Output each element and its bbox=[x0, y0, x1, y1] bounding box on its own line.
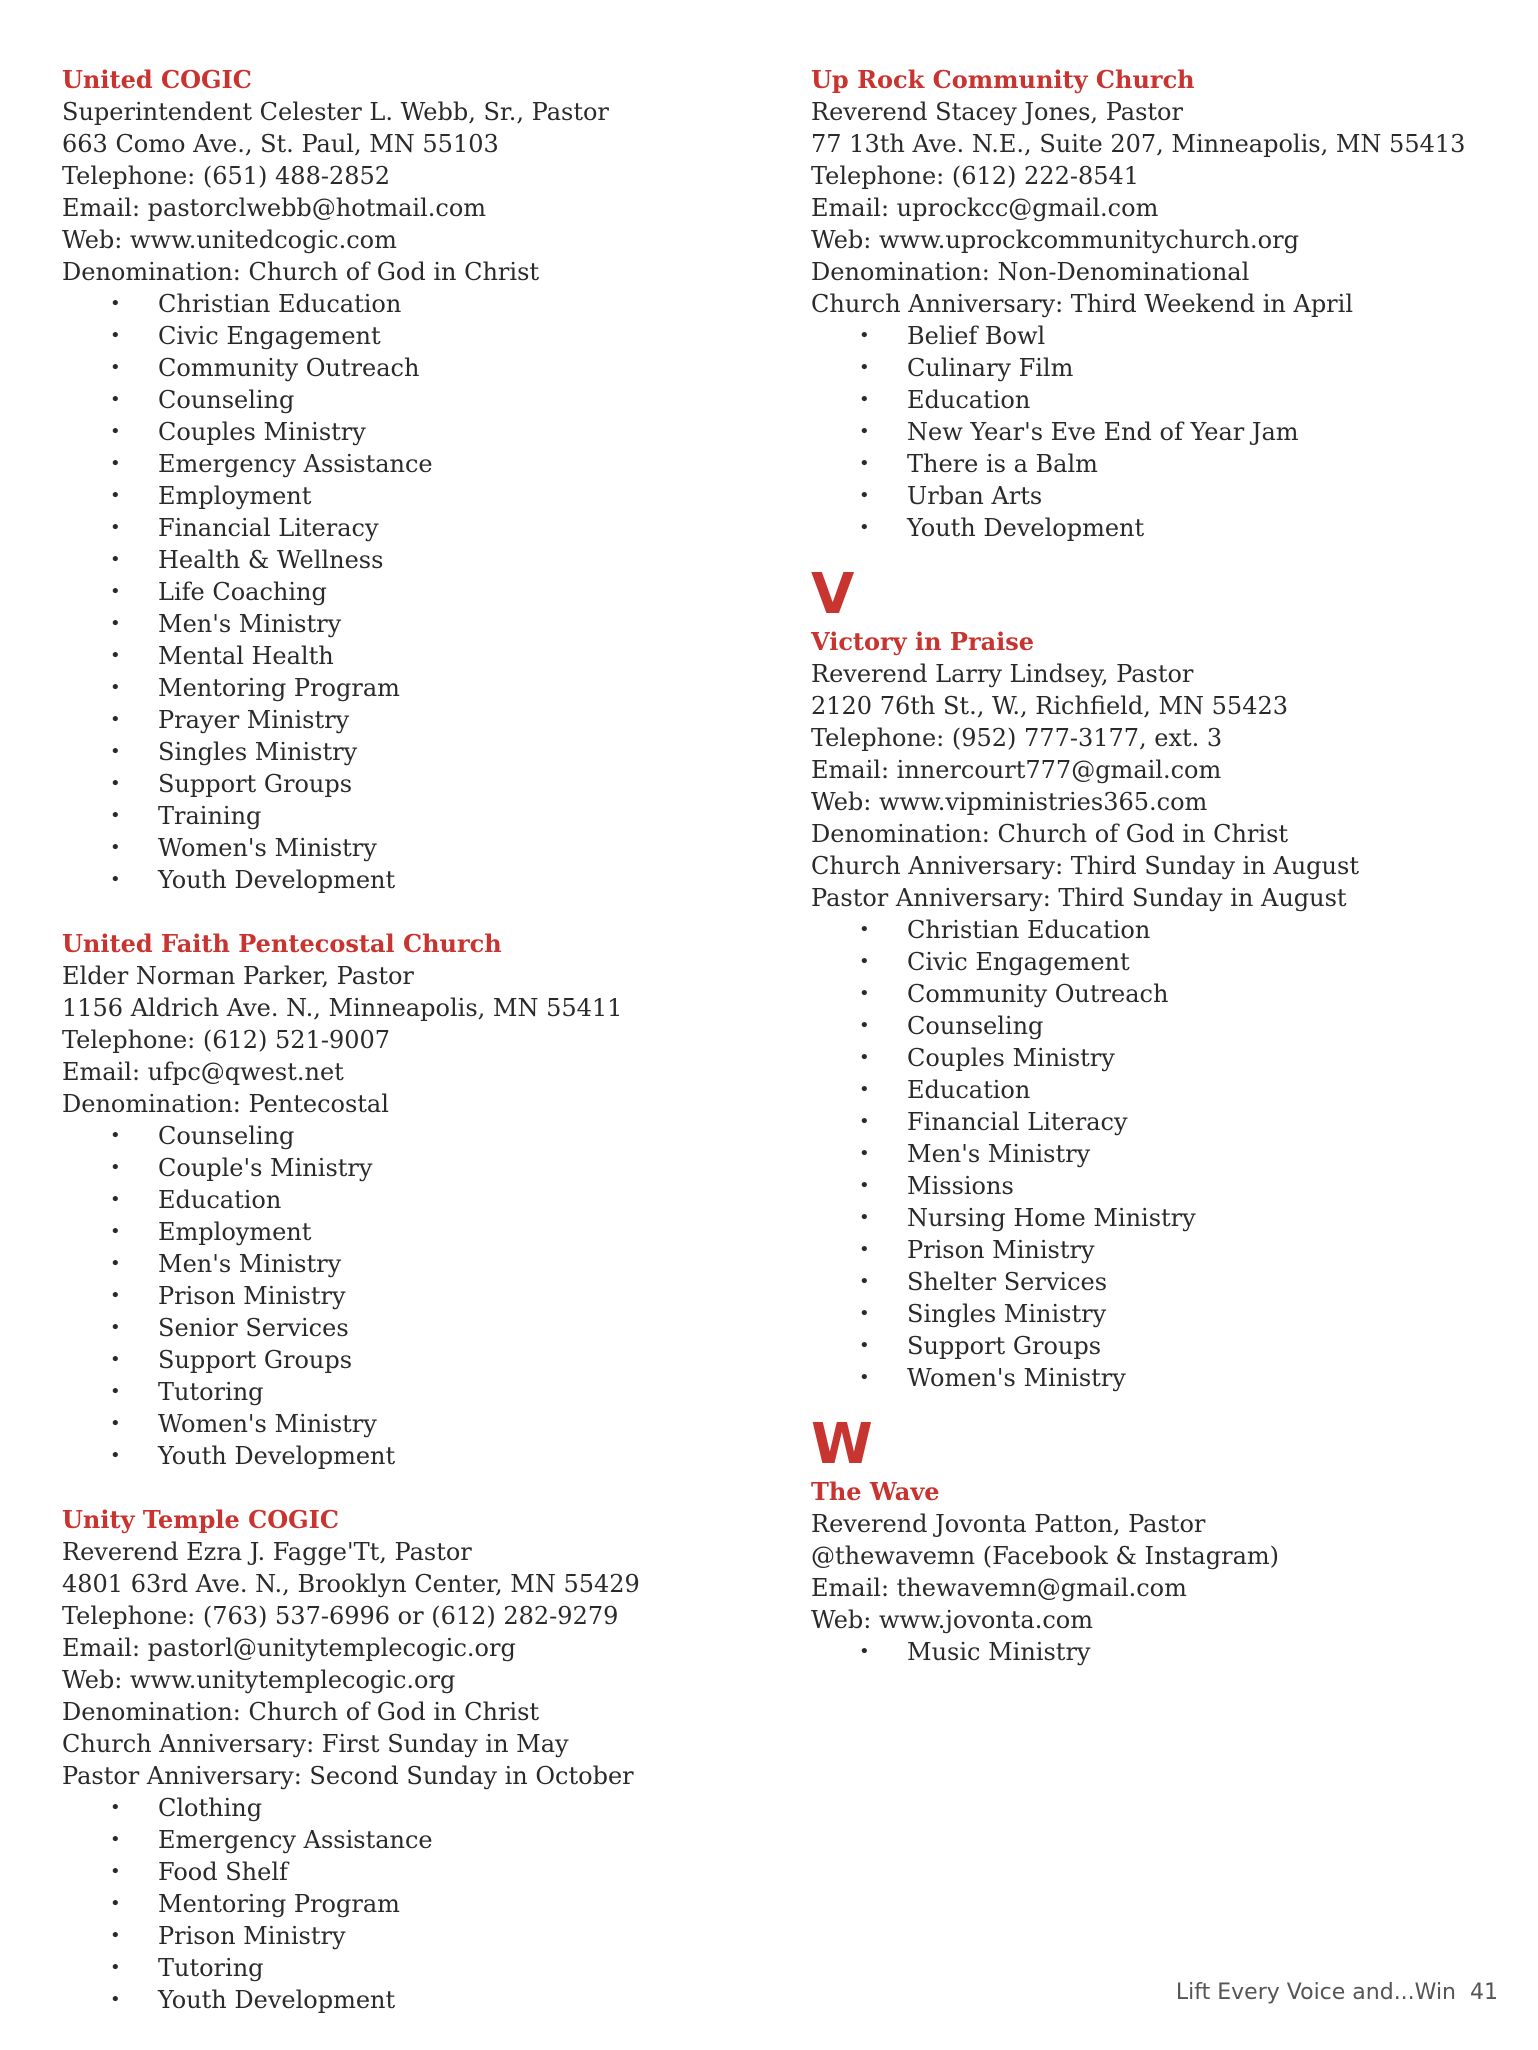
service-item: • Civic Engagement bbox=[62, 320, 762, 352]
info-line: 1156 Aldrich Ave. N., Minneapolis, MN 55411 bbox=[62, 994, 623, 1022]
service-item: • Prison Ministry bbox=[62, 1920, 762, 1952]
services-list bbox=[62, 1792, 762, 2016]
left-column bbox=[62, 64, 762, 2048]
entry-victory-in-praise bbox=[811, 626, 1491, 1394]
info-line: @thewavemn (Facebook & Instagram) bbox=[811, 1542, 1279, 1570]
info-line: 663 Como Ave., St. Paul, MN 55103 bbox=[62, 130, 499, 158]
page-number: 41 bbox=[1470, 1980, 1498, 2005]
church-name: Unity Temple COGIC bbox=[62, 1505, 340, 1534]
service-item: • Counseling bbox=[811, 1010, 1491, 1042]
info-line: Church Anniversary: First Sunday in May bbox=[62, 1730, 569, 1758]
info-line: Web: www.jovonta.com bbox=[811, 1606, 1093, 1634]
service-item: • Youth Development bbox=[62, 1440, 762, 1472]
service-item: • Culinary Film bbox=[811, 352, 1491, 384]
service-item: • Youth Development bbox=[62, 1984, 762, 2016]
info-line: Reverend Ezra J. Fagge'Tt, Pastor bbox=[62, 1538, 472, 1566]
service-item: • Training bbox=[62, 800, 762, 832]
info-line: 77 13th Ave. N.E., Suite 207, Minneapolis, MN 55413 bbox=[811, 130, 1466, 158]
church-name: Up Rock Community Church bbox=[811, 65, 1195, 94]
service-item: • Food Shelf bbox=[62, 1856, 762, 1888]
service-item: • Education bbox=[811, 384, 1491, 416]
service-item: • Support Groups bbox=[62, 1344, 762, 1376]
service-item: • Music Ministry bbox=[811, 1636, 1491, 1668]
service-item: • Community Outreach bbox=[811, 978, 1491, 1010]
church-name: United COGIC bbox=[62, 65, 252, 94]
service-item: • New Year's Eve End of Year Jam bbox=[811, 416, 1491, 448]
services-list bbox=[62, 1120, 762, 1472]
service-item: • Counseling bbox=[62, 1120, 762, 1152]
service-item: • Tutoring bbox=[62, 1376, 762, 1408]
service-item: • Support Groups bbox=[62, 768, 762, 800]
service-item: • Women's Ministry bbox=[62, 832, 762, 864]
service-item: • Prayer Ministry bbox=[62, 704, 762, 736]
info-line: Telephone: (651) 488-2852 bbox=[62, 162, 391, 190]
entry-unity-temple-cogic bbox=[62, 1504, 762, 2016]
info-line: Reverend Stacey Jones, Pastor bbox=[811, 98, 1183, 126]
info-line: Denomination: Church of God in Christ bbox=[811, 820, 1289, 848]
info-line: Reverend Jovonta Patton, Pastor bbox=[811, 1510, 1206, 1538]
service-item: • Counseling bbox=[62, 384, 762, 416]
service-item: • Women's Ministry bbox=[811, 1362, 1491, 1394]
entry-up-rock-community-church bbox=[811, 64, 1491, 544]
service-item: • Youth Development bbox=[62, 864, 762, 896]
service-item: • Community Outreach bbox=[62, 352, 762, 384]
info-line: Denomination: Church of God in Christ bbox=[62, 1698, 540, 1726]
church-name: The Wave bbox=[811, 1477, 940, 1506]
info-line: Web: www.vipministries365.com bbox=[811, 788, 1208, 816]
service-item: • Support Groups bbox=[811, 1330, 1491, 1362]
info-line: Elder Norman Parker, Pastor bbox=[62, 962, 414, 990]
info-line: Email: ufpc@qwest.net bbox=[62, 1058, 344, 1086]
footer-title: Lift Every Voice and...Win bbox=[1175, 1980, 1456, 2005]
service-item: • Clothing bbox=[62, 1792, 762, 1824]
service-item: • Financial Literacy bbox=[811, 1106, 1491, 1138]
service-item: • Employment bbox=[62, 480, 762, 512]
info-line: Pastor Anniversary: Third Sunday in August bbox=[811, 884, 1347, 912]
info-line: Telephone: (612) 222-8541 bbox=[811, 162, 1140, 190]
section-letter-w: W bbox=[811, 1412, 873, 1477]
service-item: • Couples Ministry bbox=[811, 1042, 1491, 1074]
service-item: • Christian Education bbox=[62, 288, 762, 320]
service-item: • Youth Development bbox=[811, 512, 1491, 544]
info-line: Telephone: (612) 521-9007 bbox=[62, 1026, 391, 1054]
service-item: • Nursing Home Ministry bbox=[811, 1202, 1491, 1234]
service-item: • Urban Arts bbox=[811, 480, 1491, 512]
service-item: • Emergency Assistance bbox=[62, 1824, 762, 1856]
info-line: Telephone: (952) 777-3177, ext. 3 bbox=[811, 724, 1223, 752]
service-item: • Senior Services bbox=[62, 1312, 762, 1344]
right-column bbox=[811, 64, 1491, 1700]
info-line: Email: pastorclwebb@hotmail.com bbox=[62, 194, 487, 222]
service-item: • Financial Literacy bbox=[62, 512, 762, 544]
services-list bbox=[811, 320, 1491, 544]
service-item: • Education bbox=[811, 1074, 1491, 1106]
service-item: • Emergency Assistance bbox=[62, 448, 762, 480]
services-list bbox=[811, 1636, 1491, 1668]
service-item: • Prison Ministry bbox=[62, 1280, 762, 1312]
info-line: Superintendent Celester L. Webb, Sr., Pastor bbox=[62, 98, 609, 126]
section-letter-v: V bbox=[811, 562, 855, 627]
service-item: • Belief Bowl bbox=[811, 320, 1491, 352]
service-item: • Couples Ministry bbox=[62, 416, 762, 448]
service-item: • Education bbox=[62, 1184, 762, 1216]
service-item: • There is a Balm bbox=[811, 448, 1491, 480]
info-line: Email: pastorl@unitytemplecogic.org bbox=[62, 1634, 516, 1662]
info-line: Web: www.unitytemplecogic.org bbox=[62, 1666, 456, 1694]
info-line: Web: www.unitedcogic.com bbox=[62, 226, 397, 254]
info-line: Email: innercourt777@gmail.com bbox=[811, 756, 1222, 784]
info-line: Denomination: Non-Denominational bbox=[811, 258, 1250, 286]
service-item: • Civic Engagement bbox=[811, 946, 1491, 978]
info-line: Telephone: (763) 537-6996 or (612) 282-9279 bbox=[62, 1602, 619, 1630]
entry-united-faith-pentecostal bbox=[62, 928, 762, 1472]
info-line: Web: www.uprockcommunitychurch.org bbox=[811, 226, 1299, 254]
service-item: • Christian Education bbox=[811, 914, 1491, 946]
service-item: • Mental Health bbox=[62, 640, 762, 672]
info-line: Denomination: Pentecostal bbox=[62, 1090, 389, 1118]
service-item: • Tutoring bbox=[62, 1952, 762, 1984]
service-item: • Singles Ministry bbox=[62, 736, 762, 768]
services-list bbox=[62, 288, 762, 896]
service-item: • Missions bbox=[811, 1170, 1491, 1202]
entry-united-cogic bbox=[62, 64, 762, 896]
service-item: • Health & Wellness bbox=[62, 544, 762, 576]
service-item: • Men's Ministry bbox=[62, 608, 762, 640]
service-item: • Couple's Ministry bbox=[62, 1152, 762, 1184]
info-line: Pastor Anniversary: Second Sunday in October bbox=[62, 1762, 634, 1790]
service-item: • Singles Ministry bbox=[811, 1298, 1491, 1330]
info-line: Denomination: Church of God in Christ bbox=[62, 258, 540, 286]
service-item: • Life Coaching bbox=[62, 576, 762, 608]
entry-the-wave bbox=[811, 1476, 1491, 1668]
service-item: • Women's Ministry bbox=[62, 1408, 762, 1440]
info-line: Church Anniversary: Third Sunday in August bbox=[811, 852, 1359, 880]
service-item: • Shelter Services bbox=[811, 1266, 1491, 1298]
info-line: 4801 63rd Ave. N., Brooklyn Center, MN 55429 bbox=[62, 1570, 640, 1598]
info-line: Church Anniversary: Third Weekend in April bbox=[811, 290, 1354, 318]
church-name: United Faith Pentecostal Church bbox=[62, 929, 502, 958]
service-item: • Men's Ministry bbox=[811, 1138, 1491, 1170]
info-line: Email: uprockcc@gmail.com bbox=[811, 194, 1159, 222]
service-item: • Mentoring Program bbox=[62, 672, 762, 704]
info-line: Email: thewavemn@gmail.com bbox=[811, 1574, 1187, 1602]
info-line: Reverend Larry Lindsey, Pastor bbox=[811, 660, 1194, 688]
service-item: • Mentoring Program bbox=[62, 1888, 762, 1920]
service-item: • Prison Ministry bbox=[811, 1234, 1491, 1266]
services-list bbox=[811, 914, 1491, 1394]
service-item: • Employment bbox=[62, 1216, 762, 1248]
page-footer bbox=[1176, 1980, 1498, 2005]
info-line: 2120 76th St., W., Richfield, MN 55423 bbox=[811, 692, 1289, 720]
service-item: • Men's Ministry bbox=[62, 1248, 762, 1280]
church-name: Victory in Praise bbox=[811, 627, 1035, 656]
